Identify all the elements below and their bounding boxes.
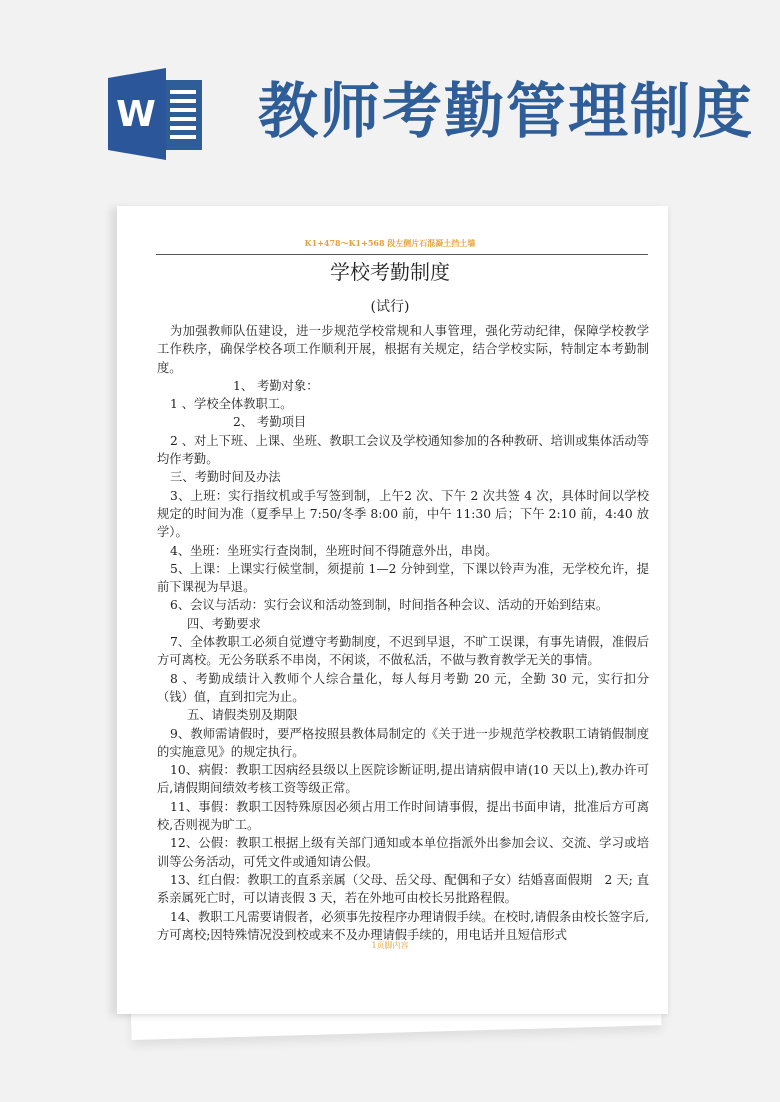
document-subtitle: (试行) (370, 299, 410, 315)
paragraph: 5、上课：上课实行候堂制，须提前 1—2 分钟到堂，下课以铃声为准，无学校允许，提前下课视为早退。 (157, 561, 649, 595)
paragraph: 14、教职工凡需要请假者，必须事先按程序办理请假手续。在校时,请假条由校长签字后,方可离校;因特殊情况没到校或来不及办理请假手续的，用电话并且短信形式 (157, 909, 649, 942)
banner-title: 教师考勤管理制度 (258, 77, 754, 147)
paragraph: 13、红白假：教职工的直系亲属（父母、岳父母、配偶和子女）结婚喜面假期 2 天; 直系亲属死亡时，可以请丧假 3 天，若在外地可由校长另批路程假。 (157, 872, 649, 906)
section-heading: 四、考勤要求 (187, 616, 261, 631)
paragraph: 1 、学校全体教职工。 (170, 397, 293, 412)
header-rule (156, 254, 648, 255)
paragraph: 10、病假：教职工因病经县级以上医院诊断证明,提出请病假申请(10 天以上),教办许可后,请假期间绩效考核工资等级正常。 (157, 763, 649, 796)
document-title: 学校考勤制度 (330, 260, 450, 284)
word-document-icon (108, 68, 208, 160)
paragraph: 为加强教师队伍建设，进一步规范学校常规和人事管理，强化劳动纪律，保障学校教学工作秩序，确保学校各项工作顺利开展，根据有关规定，结合学校实际，特制定本考勤制度。 (157, 324, 649, 375)
paragraph: 6、会议与活动：实行会议和活动签到制，时间指各种会议、活动的开始到结束。 (170, 598, 609, 613)
paragraph: 8 、考勤成绩计入教师个人综合量化，每人每月考勤 20 元，全勤 30 元，实行扣分（钱）值，直到扣完为止。 (157, 671, 649, 704)
paragraph: 7、全体教职工必须自觉遵守考勤制度，不迟到早退，不旷工误课，有事先请假，准假后方可离校。无公务联系不串岗，不闲谈，不做私活，不做与教育教学无关的事情。 (157, 635, 649, 668)
paragraph: 4、坐班：坐班实行查岗制，坐班时间不得随意外出，串岗。 (170, 543, 498, 558)
paragraph: 11、事假：教职工因特殊原因必须占用工作时间请事假，提出书面申请，批准后方可离校,否则视为旷工。 (157, 799, 649, 833)
section-heading: 五、请假类别及期限 (187, 708, 298, 723)
section-heading: 2、 考勤项目 (233, 415, 307, 430)
paragraph: 12、公假：教职工根据上级有关部门通知或本单位指派外出参加会议、交流、学习或培训等公务活动，可凭文件或通知请公假。 (157, 836, 649, 869)
svg-text:W: W (116, 94, 156, 135)
banner (0, 0, 780, 190)
section-heading: 1、 考勤对象： (233, 378, 319, 393)
paragraph: 3、上班：实行指纹机或手写签到制，上午2 次、下午 2 次共签 4 次，具体时间以学校规定的时间为准（夏季早上 7:50/冬季 8:00 前，中午 11:30 后；下午 2:10 前，4:40 放学）。 (157, 488, 649, 540)
paragraph: 9、教师需请假时，要严格按照县教体局制定的《关于进一步规范学校教职工请销假制度的实施意见》的规定执行。 (157, 726, 649, 759)
paragraph: 2 、对上下班、上课、坐班、教职工会议及学校通知参加的各种教研、培训或集体活动等均作考勤。 (157, 433, 650, 467)
section-heading: 三、考勤时间及办法 (170, 470, 281, 485)
page-footer: 1页脚内容 (371, 941, 409, 950)
page-header: K1+478～K1+568 段左侧片石混凝土挡土墙 (304, 238, 476, 248)
document-body (157, 322, 649, 944)
